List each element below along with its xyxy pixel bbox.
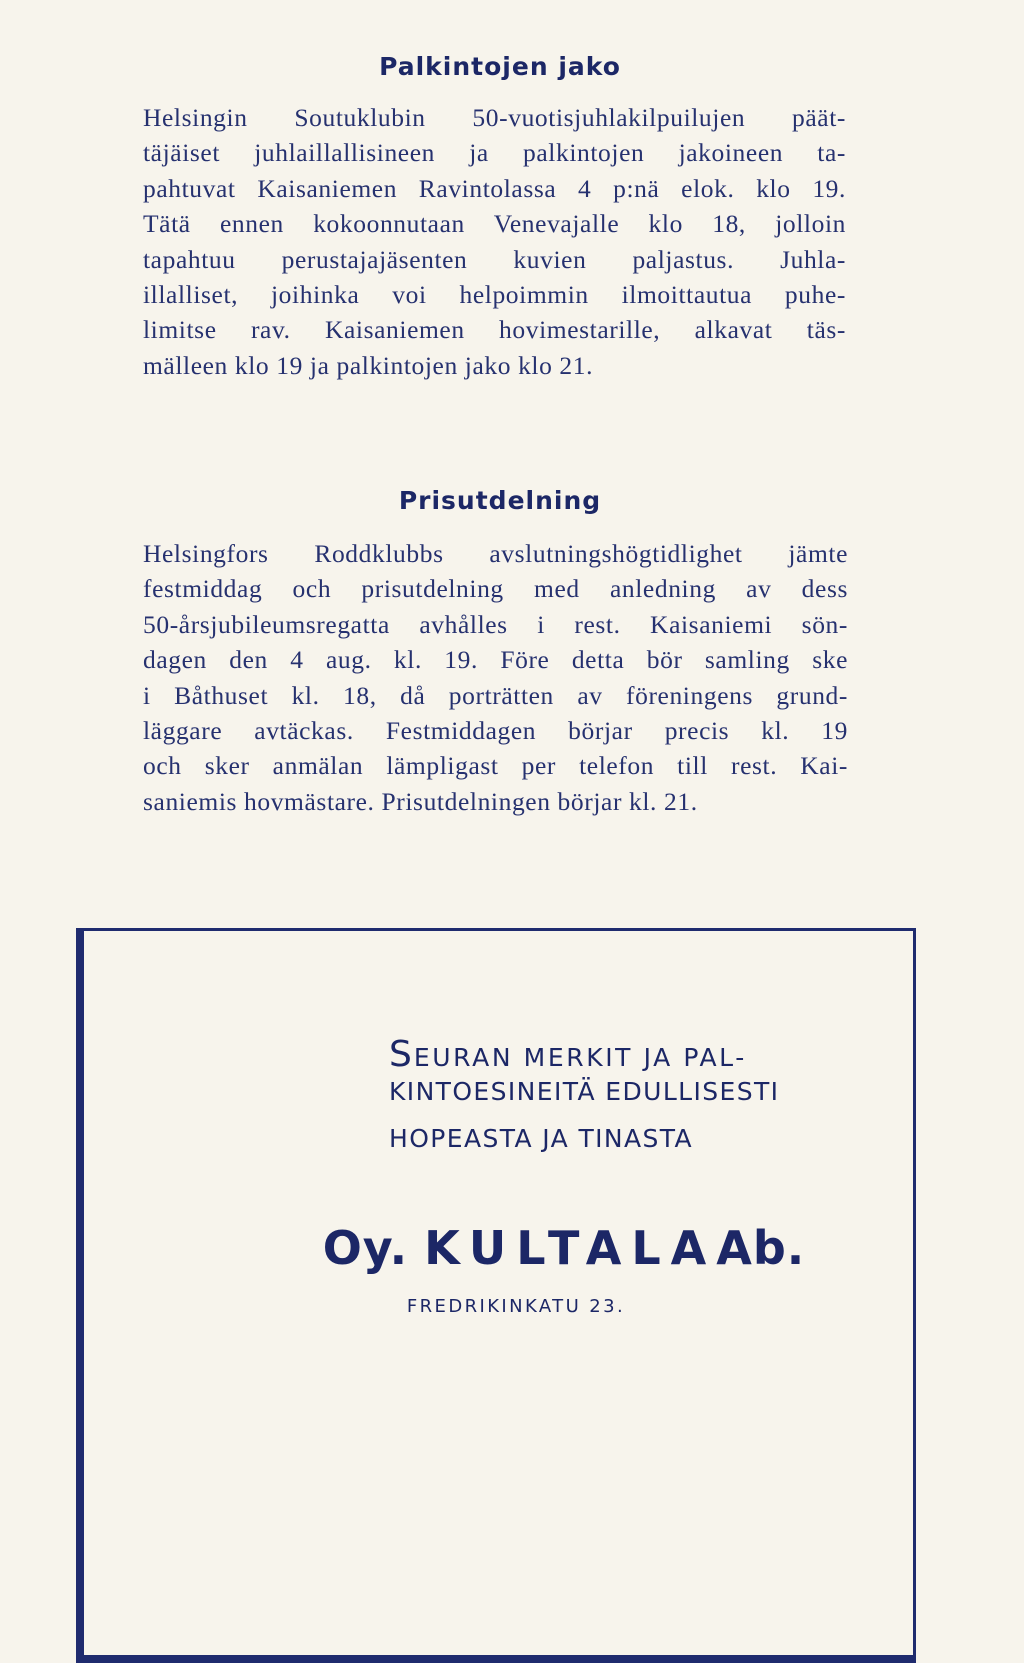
text-line: Tätä ennen kokoonnutaan Venevajalle klo 18, jolloin [143, 209, 846, 239]
company-suffix: Ab. [716, 1221, 806, 1275]
company-address: FREDRIKINKATU 23. [406, 1296, 626, 1317]
text-line: limitse rav. Kaisaniemen hovimestarille, alkavat täs- [143, 315, 846, 345]
text-line: i Båthuset kl. 18, då porträtten av föreningens grund- [143, 680, 848, 710]
text-line: festmiddag och prisutdelning med anledning av dess [143, 574, 848, 604]
text-line: och sker anmälan lämpligast per telefon till rest. Kai- [143, 751, 848, 781]
swedish-heading: Prisutdelning [398, 486, 602, 515]
ad-line-3: HOPEASTA JA TINASTA [389, 1124, 694, 1153]
finnish-paragraph [143, 100, 846, 383]
ad-initial: S [389, 1034, 414, 1075]
ad-line-2: KINTOESINEITÄ EDULLISESTI [389, 1077, 780, 1106]
text-line: läggare avtäckas. Festmiddagen börjar precis kl. 19 [143, 715, 848, 745]
text-line: mälleen klo 19 ja palkintojen jako klo 21. [143, 350, 594, 380]
text-line: täjäiset juhlaillallisineen ja palkintojen jakoineen ta- [143, 138, 846, 168]
company-main-name: KULTALA [424, 1221, 717, 1275]
company-name [0, 1221, 1024, 1275]
text-line: dagen den 4 aug. kl. 19. Före detta bör samling ske [143, 645, 848, 675]
text-line: Helsingfors Roddklubbs avslutningshögtidlighet jämte [143, 539, 848, 568]
text-line: pahtuvat Kaisaniemen Ravintolassa 4 p:nä elok. klo 19. [143, 173, 846, 203]
ad-line-1 [389, 1034, 747, 1075]
swedish-paragraph [143, 536, 848, 819]
finnish-heading: Palkintojen jako [379, 52, 621, 81]
text-line: 50-årsjubileumsregatta avhålles i rest. Kaisaniemi sön- [143, 609, 848, 639]
text-line: Helsingin Soutuklubin 50-vuotisjuhlakilpuilujen päät- [143, 103, 846, 132]
ad-line-1-text: EURAN MERKIT JA PAL- [413, 1043, 747, 1072]
company-prefix: Oy. [322, 1221, 409, 1275]
text-line: illalliset, joihinka voi helpoimmin ilmoittautua puhe- [143, 279, 846, 309]
text-line: tapahtuu perustajajäsenten kuvien paljastus. Juhla- [143, 244, 846, 274]
text-line: saniemis hovmästare. Prisutdelningen börjar kl. 21. [143, 786, 698, 816]
